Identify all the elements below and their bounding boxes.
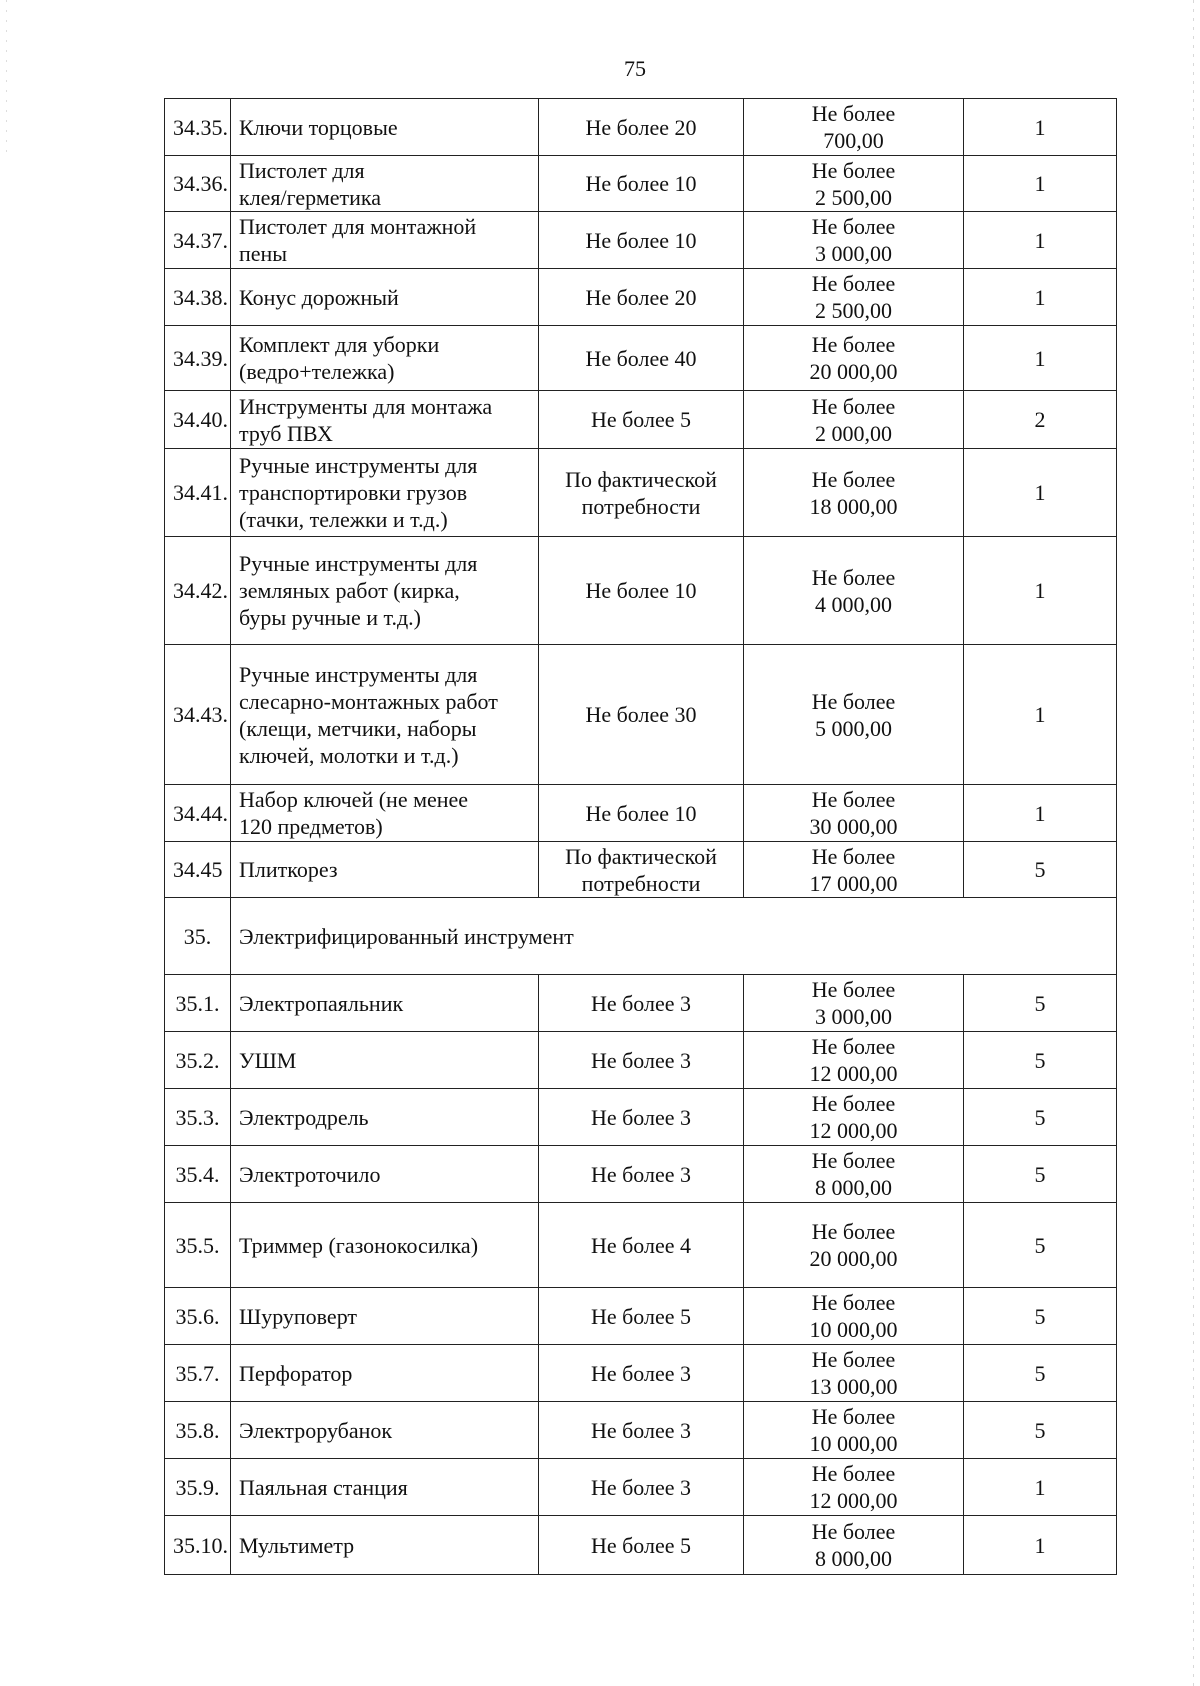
item-name	[231, 1345, 539, 1402]
price-label: Не более	[811, 688, 896, 714]
row-number: 35.9.	[165, 1459, 231, 1516]
item-name	[231, 1459, 539, 1516]
table-row	[165, 1203, 1117, 1288]
item-name-text: Ключи торцовые	[239, 114, 398, 140]
row-number: 35.5.	[165, 1203, 231, 1288]
item-price	[744, 212, 964, 269]
item-quantity-text: Не более 3	[590, 1047, 692, 1073]
item-name-text: Электродрель	[239, 1104, 369, 1130]
item-price	[744, 449, 964, 537]
item-name	[231, 1146, 539, 1203]
item-name-text: Перфоратор	[239, 1360, 353, 1386]
price-label: Не более	[811, 787, 896, 812]
row-number: 35.10.	[165, 1516, 231, 1575]
price-label: Не более	[811, 1290, 896, 1315]
row-number: 34.42.	[165, 537, 231, 645]
table-row	[165, 1032, 1117, 1089]
item-name	[231, 1032, 539, 1089]
item-name	[231, 269, 539, 326]
item-quantity-text: По фактической потребности	[565, 843, 717, 896]
item-service-years: 5	[964, 1345, 1117, 1402]
price-label: Не более	[811, 1219, 896, 1244]
item-quantity-text: Не более 4	[590, 1232, 692, 1258]
item-price	[744, 842, 964, 898]
price-value: 30 000,00	[809, 814, 898, 839]
item-service-years: 1	[964, 1516, 1117, 1575]
price-label: Не более	[811, 564, 896, 590]
item-service-years: 1	[964, 1459, 1117, 1516]
item-quantity-text: Не более 20	[585, 114, 697, 140]
item-quantity-text: Не более 3	[590, 1104, 692, 1130]
table-row	[165, 1459, 1117, 1516]
item-name	[231, 1089, 539, 1146]
table-row	[165, 1345, 1117, 1402]
row-number: 34.40.	[165, 391, 231, 449]
item-service-years: 1	[964, 156, 1117, 212]
item-price	[744, 269, 964, 326]
item-quantity-text: Не более 10	[585, 578, 697, 603]
price-label: Не более	[811, 1091, 896, 1116]
row-number: 35.6.	[165, 1288, 231, 1345]
item-service-years: 2	[964, 391, 1117, 449]
item-name-text: Пистолет для монтажной пены	[239, 214, 477, 266]
item-service-years: 1	[964, 785, 1117, 842]
price-label: Не более	[811, 332, 896, 357]
item-name	[231, 1516, 539, 1575]
table-row	[165, 645, 1117, 785]
item-price	[744, 326, 964, 391]
item-name	[231, 537, 539, 645]
item-name-text: Набор ключей (не менее 120 предметов)	[239, 787, 469, 839]
row-number: 35.4.	[165, 1146, 231, 1203]
row-number: 35.8.	[165, 1402, 231, 1459]
row-number: 34.38.	[165, 269, 231, 326]
item-quantity	[539, 645, 744, 785]
item-name-text: Электрорубанок	[239, 1417, 393, 1443]
tools-specification-table	[164, 98, 1117, 1575]
price-label: Не более	[811, 214, 896, 239]
row-number: 35.2.	[165, 1032, 231, 1089]
item-name-text: Инструменты для монтажа труб ПВХ	[239, 393, 493, 446]
item-quantity	[539, 1345, 744, 1402]
item-quantity	[539, 269, 744, 326]
row-number: 34.41.	[165, 449, 231, 537]
item-quantity	[539, 1288, 744, 1345]
price-value: 12 000,00	[809, 1488, 898, 1513]
item-name	[231, 99, 539, 156]
item-name-text: Электроточило	[239, 1161, 381, 1187]
price-value: 10 000,00	[809, 1317, 898, 1342]
price-label: Не более	[811, 157, 896, 183]
item-quantity-text: Не более 10	[585, 227, 697, 253]
table-row	[165, 1516, 1117, 1575]
item-price	[744, 1203, 964, 1288]
item-service-years: 5	[964, 975, 1117, 1032]
item-service-years: 1	[964, 537, 1117, 645]
item-price	[744, 1032, 964, 1089]
row-number: 35.7.	[165, 1345, 231, 1402]
table-row	[165, 326, 1117, 391]
table-row	[165, 1089, 1117, 1146]
item-service-years: 5	[964, 1203, 1117, 1288]
item-quantity	[539, 1032, 744, 1089]
item-name-text: Мультиметр	[239, 1532, 355, 1558]
table-row	[165, 1402, 1117, 1459]
item-quantity	[539, 326, 744, 391]
item-name-text: Ручные инструменты для слесарно-монтажных работ (клещи, метчики, наборы ключей, молотки и т.д.)	[239, 661, 498, 768]
section-number: 35.	[165, 898, 231, 975]
price-value: 3 000,00	[815, 1004, 892, 1029]
item-quantity	[539, 975, 744, 1032]
item-quantity	[539, 391, 744, 449]
item-price	[744, 99, 964, 156]
price-value: 12 000,00	[809, 1061, 898, 1086]
scan-edge-artifact	[1193, 0, 1194, 1686]
item-quantity-text: По фактической потребности	[565, 466, 717, 519]
item-name	[231, 645, 539, 785]
item-name	[231, 842, 539, 898]
table-row	[165, 1288, 1117, 1345]
item-price	[744, 975, 964, 1032]
row-number: 34.45	[165, 842, 231, 898]
price-value: 2 500,00	[815, 298, 892, 323]
price-label: Не более	[811, 977, 896, 1002]
section-title: Электрифицированный инструмент	[231, 898, 1117, 975]
item-name	[231, 785, 539, 842]
item-name	[231, 449, 539, 537]
page-number: 75	[624, 56, 646, 81]
item-name	[231, 1288, 539, 1345]
item-quantity	[539, 1459, 744, 1516]
item-quantity-text: Не более 3	[590, 1360, 692, 1386]
item-quantity-text: Не более 3	[590, 1417, 692, 1443]
item-quantity	[539, 1146, 744, 1203]
item-service-years: 1	[964, 99, 1117, 156]
item-quantity-text: Не более 20	[585, 284, 697, 310]
price-label: Не более	[811, 466, 896, 492]
item-quantity-text: Не более 5	[590, 1303, 692, 1329]
item-service-years: 1	[964, 449, 1117, 537]
item-quantity	[539, 537, 744, 645]
price-label: Не более	[811, 1461, 896, 1486]
item-price	[744, 1089, 964, 1146]
table-row	[165, 975, 1117, 1032]
price-value: 8 000,00	[815, 1175, 892, 1200]
item-quantity	[539, 156, 744, 212]
item-name	[231, 1402, 539, 1459]
item-quantity	[539, 1089, 744, 1146]
price-value: 13 000,00	[809, 1374, 898, 1399]
item-quantity	[539, 1203, 744, 1288]
item-name-text: Триммер (газонокосилка)	[239, 1232, 479, 1258]
price-label: Не более	[811, 1347, 896, 1372]
item-name	[231, 391, 539, 449]
table-row	[165, 842, 1117, 898]
item-service-years: 5	[964, 1032, 1117, 1089]
item-name	[231, 975, 539, 1032]
table-row	[165, 269, 1117, 326]
price-label: Не более	[811, 1148, 896, 1173]
row-number: 34.35.	[165, 99, 231, 156]
item-price	[744, 391, 964, 449]
price-value: 4 000,00	[815, 591, 892, 617]
table-row	[165, 1146, 1117, 1203]
item-name-text: Плиткорез	[239, 857, 338, 882]
item-name-text: Конус дорожный	[239, 284, 399, 310]
item-quantity-text: Не более 30	[585, 702, 697, 727]
price-label: Не более	[811, 1404, 896, 1429]
item-quantity-text: Не более 5	[590, 407, 692, 432]
table-row	[165, 156, 1117, 212]
item-service-years: 5	[964, 842, 1117, 898]
price-label: Не более	[811, 1519, 896, 1544]
table-row	[165, 449, 1117, 537]
item-quantity	[539, 1402, 744, 1459]
item-service-years: 1	[964, 326, 1117, 391]
table-row	[165, 99, 1117, 156]
price-label: Не более	[811, 1034, 896, 1059]
item-name-text: Шуруповерт	[239, 1303, 358, 1329]
item-service-years: 1	[964, 212, 1117, 269]
item-price	[744, 1516, 964, 1575]
item-quantity	[539, 785, 744, 842]
item-service-years: 5	[964, 1146, 1117, 1203]
item-name	[231, 156, 539, 212]
item-name-text: УШМ	[239, 1047, 297, 1073]
item-quantity-text: Не более 10	[585, 171, 697, 196]
item-service-years: 5	[964, 1288, 1117, 1345]
item-quantity	[539, 449, 744, 537]
price-value: 17 000,00	[809, 870, 898, 896]
price-label: Не более	[811, 101, 896, 126]
item-name	[231, 1203, 539, 1288]
price-value: 12 000,00	[809, 1118, 898, 1143]
item-name-text: Паяльная станция	[239, 1474, 408, 1500]
section-row	[165, 898, 1117, 975]
price-value: 20 000,00	[809, 1246, 898, 1271]
price-label: Не более	[811, 271, 896, 296]
row-number: 34.37.	[165, 212, 231, 269]
price-value: 2 500,00	[815, 184, 892, 210]
price-value: 10 000,00	[809, 1431, 898, 1456]
table-row	[165, 785, 1117, 842]
item-quantity-text: Не более 3	[590, 990, 692, 1016]
item-name-text: Пистолет для клея/герметика	[239, 157, 382, 210]
item-name-text: Ручные инструменты для транспортировки грузов (тачки, тележки и т.д.)	[239, 453, 478, 532]
item-quantity-text: Не более 3	[590, 1474, 692, 1500]
item-price	[744, 1402, 964, 1459]
item-quantity	[539, 212, 744, 269]
price-value: 2 000,00	[815, 420, 892, 446]
item-price	[744, 156, 964, 212]
row-number: 34.43.	[165, 645, 231, 785]
item-price	[744, 1288, 964, 1345]
row-number: 35.3.	[165, 1089, 231, 1146]
item-quantity	[539, 1516, 744, 1575]
price-label: Не более	[811, 843, 896, 869]
table-row	[165, 537, 1117, 645]
item-service-years: 5	[964, 1089, 1117, 1146]
item-price	[744, 1146, 964, 1203]
item-name-text: Комплект для уборки (ведро+тележка)	[239, 332, 440, 384]
price-value: 8 000,00	[815, 1546, 892, 1571]
item-price	[744, 785, 964, 842]
item-quantity-text: Не более 5	[590, 1532, 692, 1558]
item-quantity-text: Не более 3	[590, 1161, 692, 1187]
table-row	[165, 391, 1117, 449]
item-service-years: 5	[964, 1402, 1117, 1459]
table-row	[165, 212, 1117, 269]
item-name	[231, 212, 539, 269]
item-quantity	[539, 99, 744, 156]
item-price	[744, 1459, 964, 1516]
row-number: 34.44.	[165, 785, 231, 842]
price-value: 5 000,00	[815, 715, 892, 741]
item-price	[744, 537, 964, 645]
item-service-years: 1	[964, 645, 1117, 785]
price-value: 3 000,00	[815, 241, 892, 266]
price-value: 700,00	[823, 128, 884, 153]
price-value: 18 000,00	[809, 493, 898, 519]
price-value: 20 000,00	[809, 359, 898, 384]
item-name-text: Ручные инструменты для земляных работ (кирка, буры ручные и т.д.)	[239, 551, 478, 630]
price-label: Не более	[811, 393, 896, 419]
row-number: 34.39.	[165, 326, 231, 391]
item-price	[744, 1345, 964, 1402]
row-number: 35.1.	[165, 975, 231, 1032]
item-name	[231, 326, 539, 391]
row-number: 34.36.	[165, 156, 231, 212]
item-service-years: 1	[964, 269, 1117, 326]
item-quantity-text: Не более 40	[585, 345, 697, 371]
item-quantity	[539, 842, 744, 898]
item-name-text: Электропаяльник	[239, 990, 404, 1016]
item-quantity-text: Не более 10	[585, 800, 697, 826]
item-price	[744, 645, 964, 785]
